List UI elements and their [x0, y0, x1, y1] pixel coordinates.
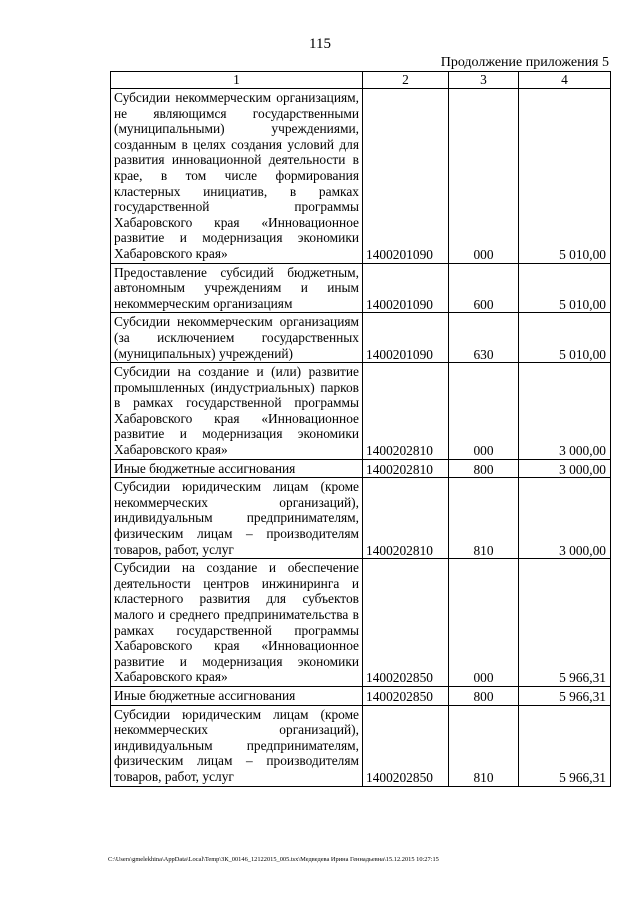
row-amount: 5 010,00 [519, 263, 611, 313]
row-code: 1400202810 [363, 478, 449, 559]
row-amount: 5 010,00 [519, 313, 611, 363]
row-description: Иные бюджетные ассигнования [111, 459, 363, 478]
row-code: 1400202850 [363, 686, 449, 705]
row-description: Предоставление субсидий бюджетным, автономным учреждениям и иным некоммерческим организациям [111, 263, 363, 313]
row-code: 1400202810 [363, 363, 449, 460]
row-expense-type: 800 [449, 686, 519, 705]
table-row [111, 686, 611, 705]
column-header: 1 [111, 72, 363, 89]
row-description: Субсидии на создание и обеспечение деятельности центров инжиниринга и кластерного развития для субъектов малого и среднего предпринимательства в рамках государственной программы Хабаровского края «Инновационное развитие и модернизация экономики Хабаровского края» [111, 559, 363, 687]
row-description: Субсидии на создание и (или) развитие промышленных (индустриальных) парков в рамках государственной программы Хабаровского края «Инновационное развитие и модернизация экономики Хабаровского края» [111, 363, 363, 460]
row-description: Иные бюджетные ассигнования [111, 686, 363, 705]
budget-table [110, 71, 611, 787]
table-header-row [111, 72, 611, 89]
row-code: 1400201090 [363, 89, 449, 264]
row-expense-type: 600 [449, 263, 519, 313]
row-expense-type: 630 [449, 313, 519, 363]
column-header: 2 [363, 72, 449, 89]
row-code: 1400202850 [363, 705, 449, 786]
table-row [111, 89, 611, 264]
table-row [111, 313, 611, 363]
row-amount: 5 966,31 [519, 705, 611, 786]
row-code: 1400201090 [363, 263, 449, 313]
row-expense-type: 000 [449, 89, 519, 264]
continuation-label: Продолжение приложения 5 [440, 55, 609, 70]
row-description: Субсидии некоммерческим организациям, не являющимся государственными (муниципальными) учреждениями, созданным в целях создания условий для развития инновационной деятельности в крае, в том числе формирования кластерных инициатив, в рамках государственной программы Хабаровского края «Инновационное развитие и модернизация экономики Хабаровского края» [111, 89, 363, 264]
table-row [111, 263, 611, 313]
row-code: 1400202850 [363, 559, 449, 687]
row-amount: 3 000,00 [519, 459, 611, 478]
row-amount: 5 966,31 [519, 559, 611, 687]
row-expense-type: 000 [449, 363, 519, 460]
table-row [111, 478, 611, 559]
document-path-footer: C:\Users\gmelekhina\AppData\Local\Temp\ЗК_00146_12122015_005.tsx\Медведева Ирина Геннадьевна\15.12.2015 10:27:15 [108, 856, 439, 863]
column-header: 3 [449, 72, 519, 89]
table-row [111, 705, 611, 786]
row-expense-type: 810 [449, 478, 519, 559]
table-row [111, 459, 611, 478]
row-amount: 5 966,31 [519, 686, 611, 705]
row-expense-type: 800 [449, 459, 519, 478]
column-header: 4 [519, 72, 611, 89]
row-expense-type: 000 [449, 559, 519, 687]
page-number: 115 [309, 36, 331, 52]
row-code: 1400201090 [363, 313, 449, 363]
row-description: Субсидии юридическим лицам (кроме некоммерческих организаций), индивидуальным предпринимателям, физическим лицам – производителям товаров, работ, услуг [111, 478, 363, 559]
row-amount: 5 010,00 [519, 89, 611, 264]
table-row [111, 363, 611, 460]
row-amount: 3 000,00 [519, 363, 611, 460]
row-description: Субсидии некоммерческим организациям (за исключением государственных (муниципальных) учреждений) [111, 313, 363, 363]
row-amount: 3 000,00 [519, 478, 611, 559]
row-code: 1400202810 [363, 459, 449, 478]
row-description: Субсидии юридическим лицам (кроме некоммерческих организаций), индивидуальным предпринимателям, физическим лицам – производителям товаров, работ, услуг [111, 705, 363, 786]
row-expense-type: 810 [449, 705, 519, 786]
table-row [111, 559, 611, 687]
